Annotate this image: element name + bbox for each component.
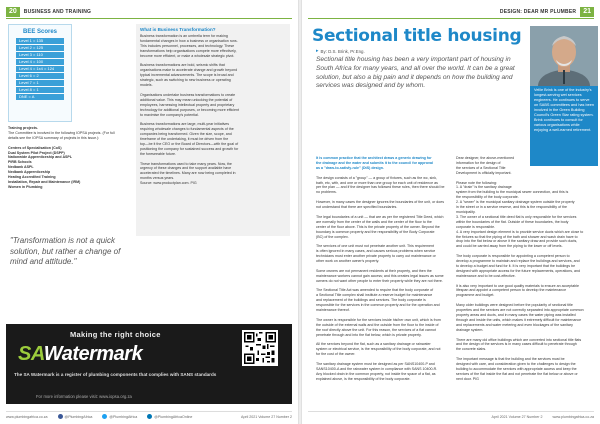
text-line: Heating Accredited Training <box>8 175 56 180</box>
text-line: Dual System Pilot Project (DSPP) <box>8 150 65 155</box>
footer-facebook: @PlumbingAfrica <box>64 414 93 419</box>
text-line: requiring wholesale changes to fundamental aspects of the <box>140 127 234 132</box>
text-line: maintenance thereof. <box>316 308 350 313</box>
text-line: It is also very important to use good quality materials to ensure an acceptable <box>456 283 580 288</box>
header-rule <box>308 18 594 19</box>
text-line: The legal boundaries of a unit — that are as per the registered Title Deed, which <box>316 214 444 219</box>
text-line: companies being transformed. Given the size, scope, and <box>140 132 232 137</box>
text-line: lifespan and appoint a competent person to develop the maintenance <box>456 288 567 293</box>
bee-levels-list <box>16 38 64 100</box>
footer-twitter: @PlumbingAfrica <box>109 414 138 419</box>
text-line: (BC) of the complex. <box>316 234 349 239</box>
text-line: Business transformation is an umbrella term for making <box>140 34 228 38</box>
text-line: urgency of these changes and the support available have <box>140 166 232 171</box>
left-page-header <box>6 7 292 17</box>
arrow-right-icon: ▸ <box>316 48 319 54</box>
bee-scores-title: BEE Scores <box>22 29 58 35</box>
pull-quote: "Transformation is not a quick solution, but rather a change of mind and attitude." <box>10 236 121 266</box>
bee-level-item: Level 1 = 135 <box>16 38 64 44</box>
footer-issue: April 2021 Volume 27 Number 2 <box>491 414 543 419</box>
training-projects-text <box>8 126 132 190</box>
text-line: Organisations undertake business transformations to create <box>140 92 236 97</box>
ad-info-link[interactable]: For more information please visit: www.iopsa.org.za <box>36 394 132 399</box>
text-line: There are many old office buildings which are converted into sectional title flats <box>456 337 582 342</box>
text-line: fundamental changes in how a business or organisation runs. <box>140 38 238 43</box>
text-line: boundary is common property and the responsibility of the Body Corporate <box>316 229 435 234</box>
text-line: technology for additional purposes, or becoming more efficient <box>140 107 240 112</box>
text-line: Dear designer, the above-mentioned <box>456 156 515 160</box>
footer-website[interactable]: www.plumbingafrica.co.za <box>552 414 594 419</box>
text-line: the responsibility of the body corporate. <box>456 195 519 200</box>
text-line: system from the building to the municipal sewer connection, and this is <box>456 190 569 195</box>
text-line: Some owners are not permanent residents at their property, and then the <box>316 268 432 273</box>
bee-level-item: Level 8 = 1 <box>16 87 64 93</box>
text-line: maintenance and to be cost-effective. <box>456 273 516 278</box>
text-line: building to accommodate the services with appropriate access and keep the <box>456 366 577 371</box>
text-line: no problems. <box>316 190 337 195</box>
text-line: transformations help organisations compete more effectively, <box>140 48 237 53</box>
text-line: properties and the services are not correctly separated into appropriate common <box>456 308 584 313</box>
text-line: owners do not want other people to enter their property while they are not there. <box>316 278 443 283</box>
text-line: details see the IOPSA summary of projects in this issue.): <box>8 135 100 140</box>
text-line: per the plan — and if the designer has followed these rules, then there should be <box>316 185 445 190</box>
text-line: the outside of the external walls and the outside from the floor to the inside of <box>316 322 439 327</box>
bee-level-item: Level 4 = 1x4 = 124 <box>16 66 64 72</box>
sidebar-title: What is Business Transformation? <box>140 27 216 32</box>
text-line: designed with appropriate access for the future replacements, operations, and <box>456 268 581 273</box>
text-line: property areas and ducts, and in many cases the water piping was installed <box>456 313 576 317</box>
sidebar-body <box>140 34 286 186</box>
text-line: the drainage and the water and submits it to the council for approval <box>316 160 434 165</box>
text-line: drop into the flat below or above it the sanitary draw and provide such ducts, <box>456 239 578 244</box>
text-line: explained above, is the responsibility of the body corporate. <box>316 376 411 381</box>
text-line: SANS10400-A and the rainwater system in compliance with SANS 10400-R. <box>316 366 438 371</box>
text-line: Installation, Repair and Maintenance (IRM) <box>8 179 81 184</box>
text-line: Business transformations are large, multi-year initiatives <box>140 122 230 127</box>
footer-issue: April 2021 Volume 27 Number 2 <box>241 414 292 419</box>
left-page <box>0 0 298 424</box>
text-line: employees, harnessing intellectual property and proprietary <box>140 102 235 107</box>
footer-linkedin: @PlumbingAfricaOnline <box>154 414 193 419</box>
right-page <box>302 0 600 424</box>
author-photo <box>530 26 598 86</box>
footer-website[interactable]: www.plumbingafrica.co.za <box>6 414 48 419</box>
text-line: for the cost of the owner. <box>316 352 356 357</box>
text-line: However, in many cases the designer ignores the boundaries of the unit, or does <box>316 200 445 205</box>
text-line: the foreseeable future. <box>140 151 176 156</box>
text-line: and replacement of the buildings and services. The body corporate is <box>316 298 426 303</box>
article-column-2 <box>456 156 594 382</box>
text-line: within the boundaries of the flat. Outside of these boundaries, the body <box>456 219 569 224</box>
text-line: typical incremental advancements. The scope is broad and <box>140 73 234 78</box>
text-line: the concrete slabs. <box>456 347 487 352</box>
article-title: Sectional title housing <box>312 26 522 46</box>
text-line: 3. The owner of a sectional title deed flat is only responsible for the services <box>456 214 577 219</box>
text-line: timeframe of the undertaking, it must be driven from the <box>140 137 229 142</box>
twitter-icon <box>102 414 107 419</box>
text-line: and replacements and water metering and even blockages of the sanitary <box>456 322 573 327</box>
text-line: the services of a Sectional Title <box>456 165 506 170</box>
bee-level-item: Level 2 = 125 <box>16 45 64 51</box>
text-line: The services of one unit must not penetrate another unit. This requirement <box>316 244 434 249</box>
text-line: Nationwide Apprenticeship and ASPL <box>8 155 73 160</box>
bee-level-item: Level 3 = 110 <box>16 52 64 58</box>
text-line: develop a programme to maintain and replace the buildings and services, and <box>456 259 580 264</box>
text-line: The Sectional Title Act was amended to require that the body corporate of <box>316 288 434 293</box>
text-line: PIRB Schools <box>8 160 32 165</box>
author-profile-box <box>530 26 598 166</box>
text-line: The important message is that the building and the services must be <box>456 357 565 362</box>
text-line: programme and budget. <box>456 293 495 298</box>
text-line: not understand that there are specified boundaries. <box>316 205 398 210</box>
text-line: drainage system. <box>456 327 484 332</box>
text-line: 4. A very important design element is to provide service ducts which are close to <box>456 229 584 234</box>
author-caption: Vellie Brink is one of the industry's longest-serving wet services engineers. He continues to serve on SABS committees and has been involved in the Green Building Council's Green Star rating system. Brink continues to consult for various organisations while enjoying a well-earned retirement. <box>534 88 594 132</box>
section-title: DESIGN: DEAR MR PLUMBER <box>499 9 577 15</box>
text-line: These transformations used to take many years. Now, the <box>140 161 232 166</box>
text-line: and the design of the services is in many cases difficult to penetrate through <box>456 342 577 347</box>
text-line: The sanitary drainage system must be designed as per SANS10400-P and <box>316 362 435 367</box>
text-line: 1. A "drain" is the sanitary drainage <box>456 185 512 190</box>
text-line: The owner is responsible for the services inside his/her own unit, which is from <box>316 317 441 322</box>
text-line: The Committee is involved in the following IOPSA projects. (For full <box>8 130 115 135</box>
text-line: to develop a budget and fund for it. It is very important that the buildings be <box>456 263 576 268</box>
ad-headline: Making the right choice <box>70 330 161 339</box>
linkedin-icon <box>147 414 152 419</box>
text-line: Nedbank Apprenticeship <box>8 170 51 175</box>
bee-level-item: DNE = A <box>16 94 64 100</box>
sa-watermark-logo: SAWatermark <box>18 343 143 365</box>
bee-level-item: Level 7 = 1 <box>16 80 64 86</box>
text-line: next door. PIG <box>456 376 479 381</box>
text-line: maintenance workers cannot gain access; and this creates legal issues as some <box>316 273 444 278</box>
text-line: Nedbank ASPL <box>8 165 34 170</box>
text-line: and could be carried away from the piping to the lower or off levels. <box>456 244 563 249</box>
article-column-1 <box>316 156 450 382</box>
text-line: information for the design of <box>456 160 501 165</box>
text-line: Any blocked drain in the common property, not inside the space of a flat, as <box>316 371 436 376</box>
text-line: are normally from the center of the walls and the center of the floor to the <box>316 219 432 224</box>
header-rule <box>6 18 292 19</box>
text-line: a Sectional Title complex shall institute a reserve budget for maintenance <box>316 293 433 298</box>
page-number: 21 <box>580 7 594 17</box>
text-line: All the services beyond the flat, such as a sanitary drainage or rainwater <box>316 342 431 347</box>
bee-level-item: Level 6 = 2 <box>16 73 64 79</box>
text-line: through and inside the units, which makes it extremely difficult for maintenance <box>456 317 582 322</box>
article-intro: Sectional title housing has been a very important part of housing in South Africa for many years, and all over the world. It can be a great solution, but also a big pain and it depends on how the building and services was designed and by whom. <box>316 56 515 90</box>
text-line: the roof directly above the unit. For this reason, the services of a flat cannot <box>316 327 436 332</box>
text-line: penetrate through and into the flat below, which is private property. <box>316 332 422 337</box>
text-line: system or electrical service, is the responsibility of the body corporate, and not <box>316 347 441 352</box>
text-line: center of the floor above. This is the private property of the owner. Beyond the <box>316 224 440 229</box>
text-line: Many older buildings were designed before the popularity of sectional title <box>456 303 573 308</box>
section-title: BUSINESS AND TRAINING <box>23 9 92 15</box>
ad-tagline: The SA Watermark is a register of plumbing components that complies with SANS standards <box>14 372 217 377</box>
text-line: Please note the following: <box>456 180 497 185</box>
facebook-icon <box>58 414 63 419</box>
text-line: additional value. This may mean unlocking the potential of <box>140 97 233 102</box>
left-page-footer <box>6 411 292 419</box>
bee-level-item: Level 4 = 100 <box>16 59 64 65</box>
text-line: It is common practice that the architect draws a generic drawing for <box>316 156 432 160</box>
qr-code-icon[interactable] <box>242 330 278 366</box>
text-line: bath, etc, with, and one or more than one group for each unit of residence as <box>316 180 438 185</box>
bee-scores-box <box>8 24 72 122</box>
text-line: This includes personnel, processes, and technology. These <box>140 43 235 48</box>
text-line: designed with care, and consideration given to the challenges to design the <box>456 362 576 367</box>
text-line: Centres of Specialisation (CoS) <box>8 145 62 150</box>
text-line: strategic, such as switching to new business or operating <box>140 78 231 83</box>
text-line: municipality. <box>456 209 476 214</box>
text-line: Training projects. <box>8 126 38 130</box>
text-line: organisations make to accelerate change and growth beyond <box>140 68 238 73</box>
text-line: The design consists of a "group" — a group of fixtures, such as the wc, sink, <box>316 175 438 180</box>
page-number: 20 <box>6 7 20 17</box>
sa-watermark-advert[interactable] <box>6 324 292 404</box>
text-line: other work on another owner's property. <box>316 259 380 264</box>
text-line: become more efficient, or make a wholesale strategic pivot. <box>140 53 235 58</box>
text-line: Source: www.productplan.com. PIG <box>140 181 197 186</box>
text-line: Development is officially important. <box>456 170 512 175</box>
text-line: technicians must enter another private property to carry out maintenance or <box>316 254 436 259</box>
text-line: The body corporate is responsible for appointing a competent person to <box>456 254 570 259</box>
text-line: services of the flat inside the flat and not penetrate the flat below or above or <box>456 371 578 376</box>
business-transformation-sidebar <box>136 24 290 236</box>
text-line: Business transformations are bold, seismic shifts that <box>140 63 225 68</box>
text-line: to maximise the company's potential. <box>140 112 199 117</box>
text-line: Women in Plumbing <box>8 184 43 189</box>
text-line: models. <box>140 83 153 88</box>
text-line: months versus years. <box>140 176 175 181</box>
text-line: top—be it the CEO or the Board of Directors—with the goal of <box>140 141 239 146</box>
text-line: 2. A "sewer" is the municipal sanitary drainage system outside the property <box>456 200 575 205</box>
text-line: is often ignored in many cases, and causes serious problems when service <box>316 249 436 254</box>
text-line: positioning the company for sustained success and growth for <box>140 146 239 151</box>
text-line: responsible for the services in the common property and for the operation and <box>316 303 440 308</box>
text-line: as a "draw-to-satisfy-rule" (DtS) design. <box>316 165 384 170</box>
right-page-footer <box>308 411 594 419</box>
text-line: accelerated the timelines. Many are now being completed in <box>140 171 236 176</box>
text-line: corporate is responsible. <box>456 224 496 229</box>
text-line: the fixtures so that the piping of the bath and shower and wash drain have to <box>456 234 578 239</box>
article-byline: ▸ By: D.S. Brink, Pr.Eng. <box>316 48 365 54</box>
text-line: in the street or in a service reserve, and this is the responsibility of the <box>456 205 568 210</box>
right-page-header <box>308 7 594 17</box>
